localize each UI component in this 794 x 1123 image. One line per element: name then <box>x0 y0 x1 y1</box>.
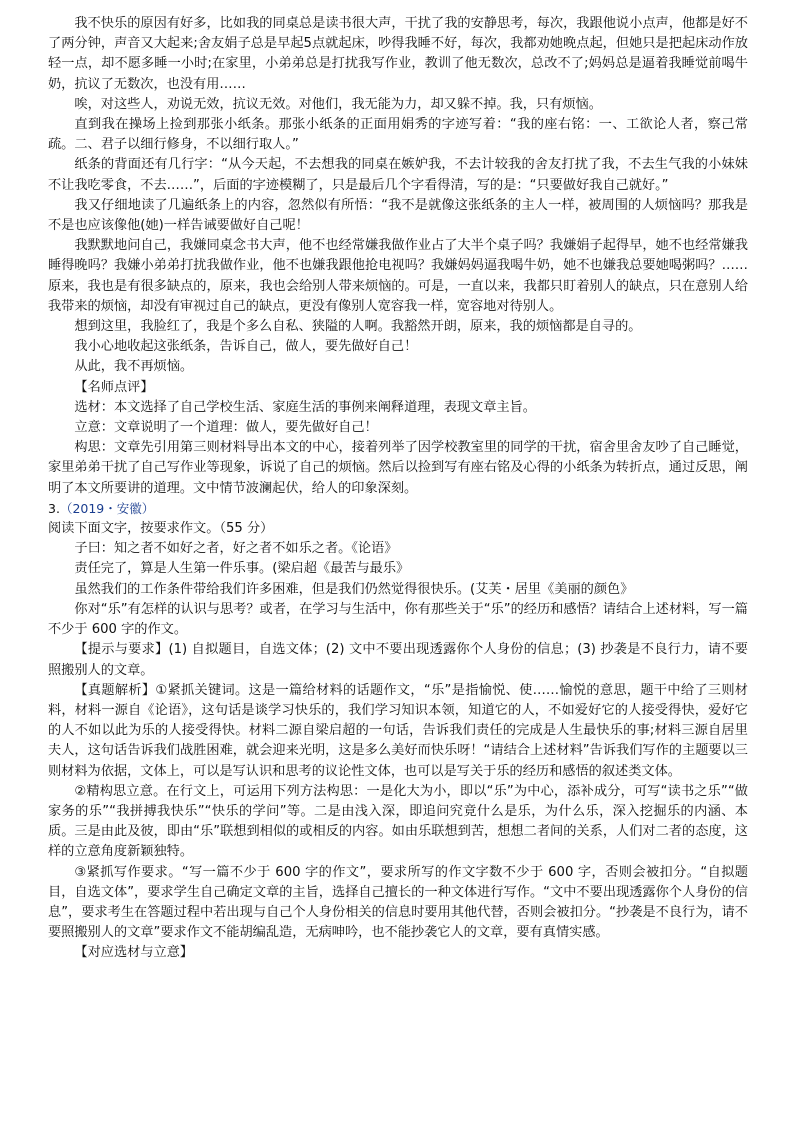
essay-paragraph: 我默默地问自己，我嫌同桌念书大声，他不也经常嫌我做作业占了大半个桌子吗？我嫌娟子起得早，她不也经常嫌我睡得晚吗？我嫌小弟弟打扰我做作业，他不也嫌我跟他抢电视吗？我嫌妈妈逼我喝牛奶，她不也嫌我总要她喝粥吗？……原来，我也是有很多缺点的，原来，我也会给别人带来烦恼的。可是，一直以来，我都只盯着别人的缺点，只在意别人给我带来的烦恼，却没有审视过自己的缺点，更没有像别人宽容我一样，宽容地对待别人。 <box>48 238 748 314</box>
analysis-paragraph: ③紧抓写作要求。“写一篇不少于 600 字的作文”，要求所写的作文字数不少于 600 字，否则会被扣分。“自拟题目，自选文体”，要求学生自己确定文章的主旨，选择自己擅长的一种文体进行写作。“文中不要出现透露你个人身份的信息”，要求考生在答题过程中若出现与自己个人身份相关的信息时要用其他代替，否则会被扣分。“抄袭是不良行为，请不要照搬别人的文章”要求作文不能胡编乱造，无病呻吟，也不能抄袭它人的文章，要有真情实感。 <box>48 864 748 941</box>
question-number: 3. <box>48 500 60 516</box>
essay-paragraph: 我又仔细地读了几遍纸条上的内容，忽然似有所悟：“我不是就像这张纸条的主人一样，被周围的人烦恼吗？那我是不是也应该像他(她)一样告诫要做好自己呢！ <box>48 197 748 234</box>
essay-paragraph: 想到这里，我脸红了，我是个多么自私、狭隘的人啊。我豁然开朗，原来，我的烦恼都是自寻的。 <box>74 319 642 335</box>
essay-paragraph: 纸条的背面还有几行字：“从今天起，不去想我的同桌在嫉妒我，不去计较我的舍友打扰了我，不去生气我的小妹妹不让我吃零食，不去……”，后面的字迹模糊了，只是最后几个字看得清，写的是：“只要做好我自己就好。” <box>48 157 748 193</box>
writing-task: 你对“乐”有怎样的认识与思考？或者，在学习与生活中，你有那些关于“乐”的经历和感悟？请结合上述材料，写一篇不少于 600 字的作文。 <box>48 601 748 638</box>
essay-paragraph: 从此，我不再烦恼。 <box>74 359 194 375</box>
essay-paragraph: 我小心地收起这张纸条，告诉自己，做人，要先做好自己！ <box>74 339 418 355</box>
commentary-heading: 【名师点评】 <box>74 379 154 395</box>
material-quote: 子曰：知之者不如好之者，好之者不如乐之者。《论语》 <box>74 541 398 557</box>
essay-paragraph: 唉，对这些人，劝说无效，抗议无效。对他们，我无能为力，却又躲不掉。我，只有烦恼。 <box>74 96 602 112</box>
section-heading: 【对应选材与立意】 <box>74 945 194 961</box>
requirements: 【提示与要求】(1) 自拟题目，自选文体；(2) 文中不要出现透露你个人身份的信息；(3) 抄袭是不良行力，请不要照搬别人的文章。 <box>48 642 748 678</box>
essay-paragraph: 直到我在操场上捡到那张小纸条。那张小纸条的正面用娟秀的字迹写着：“我的座右铭：一、工欲论人者，察己常疏。二、君子以细行修身，不以细行取人。” <box>48 117 748 153</box>
commentary-theme: 立意：文章说明了一个道理：做人，要先做好自己！ <box>74 420 378 436</box>
question-prompt: 阅读下面文字，按要求作文。（55 分） <box>48 521 274 537</box>
commentary-material: 选材：本文选择了自己学校生活、家庭生活的事例来阐释道理，表现文章主旨。 <box>74 399 536 415</box>
commentary-structure: 构思：文章先引用第三则材料导出本文的中心，接着列举了因学校教室里的同学的干扰，宿舍里舍友吵了自己睡觉，家里弟弟干扰了自己写作业等现象，诉说了自己的烦恼。然后以捡到写有座右铭及心得的小纸条为转折点，通过反思，阐明了本文所要讲的道理。文中情节波澜起伏，给人的印象深刻。 <box>48 440 748 496</box>
essay-paragraph: 我不快乐的原因有好多，比如我的同桌总是读书很大声，干扰了我的安静思考，每次，我跟他说小点声，他都是好不了两分钟，声音又大起来;舍友娟子总是早起5点就起床，吵得我睡不好，每次，我都劝她晚点起，但她只是把起床动作放轻一点，却不愿多睡一小时;在家里，小弟弟总是打扰我写作业，教训了他无数次，总改不了;妈妈总是逼着我睡觉前喝牛奶，抗议了无数次，也没有用…… <box>48 16 748 92</box>
analysis-paragraph: ②精构思立意。在行文上，可运用下列方法构思：一是化大为小，即以“乐”为中心，添补成分，可写“读书之乐”“做家务的乐”“我拼搏我快乐”“快乐的学问”等。二是由浅入深，即追问究竟什么是乐，为什么乐，深入挖掘乐的内涵、本质。三是由此及彼，即由“乐”联想到相似的或相反的内容。如由乐联想到苦，想想二者间的关系，人们对二者的态度，这样的立意角度新颖独特。 <box>48 783 748 860</box>
material-quote: 责任完了，算是人生第一件乐事。(梁启超《最苦与最乐》 <box>74 561 410 577</box>
document-page <box>48 14 748 964</box>
question-header <box>48 499 748 519</box>
question-source: （2019・安徽） <box>59 500 155 516</box>
material-quote: 虽然我们的工作条件带给我们许多困难，但是我们仍然觉得很快乐。(艾芙・居里《美丽的颜色》 <box>74 581 634 597</box>
analysis-paragraph: 【真题解析】①紧抓关键词。这是一篇给材料的话题作文，“乐”是指愉悦、使……愉悦的意思，题干中给了三则材料，材料一源自《论语》，这句话是谈学习快乐的，我们学习知识本领，知道它的人，不如爱好它的人接受得快，爱好它的人不如以此为乐的人接受得快。材料二源自梁启超的一句话，告诉我们责任的完成是人生最快乐的事;材料三源自居里夫人，这句话告诉我们战胜困难，就会迎来光明，这是多么美好而快乐呀！“请结合上述材料”告诉我们写作的主题要以三则材料为依据，文体上，可以是写认识和思考的议论性文体，也可以是写关于乐的经历和感悟的叙述类文体。 <box>48 682 748 779</box>
